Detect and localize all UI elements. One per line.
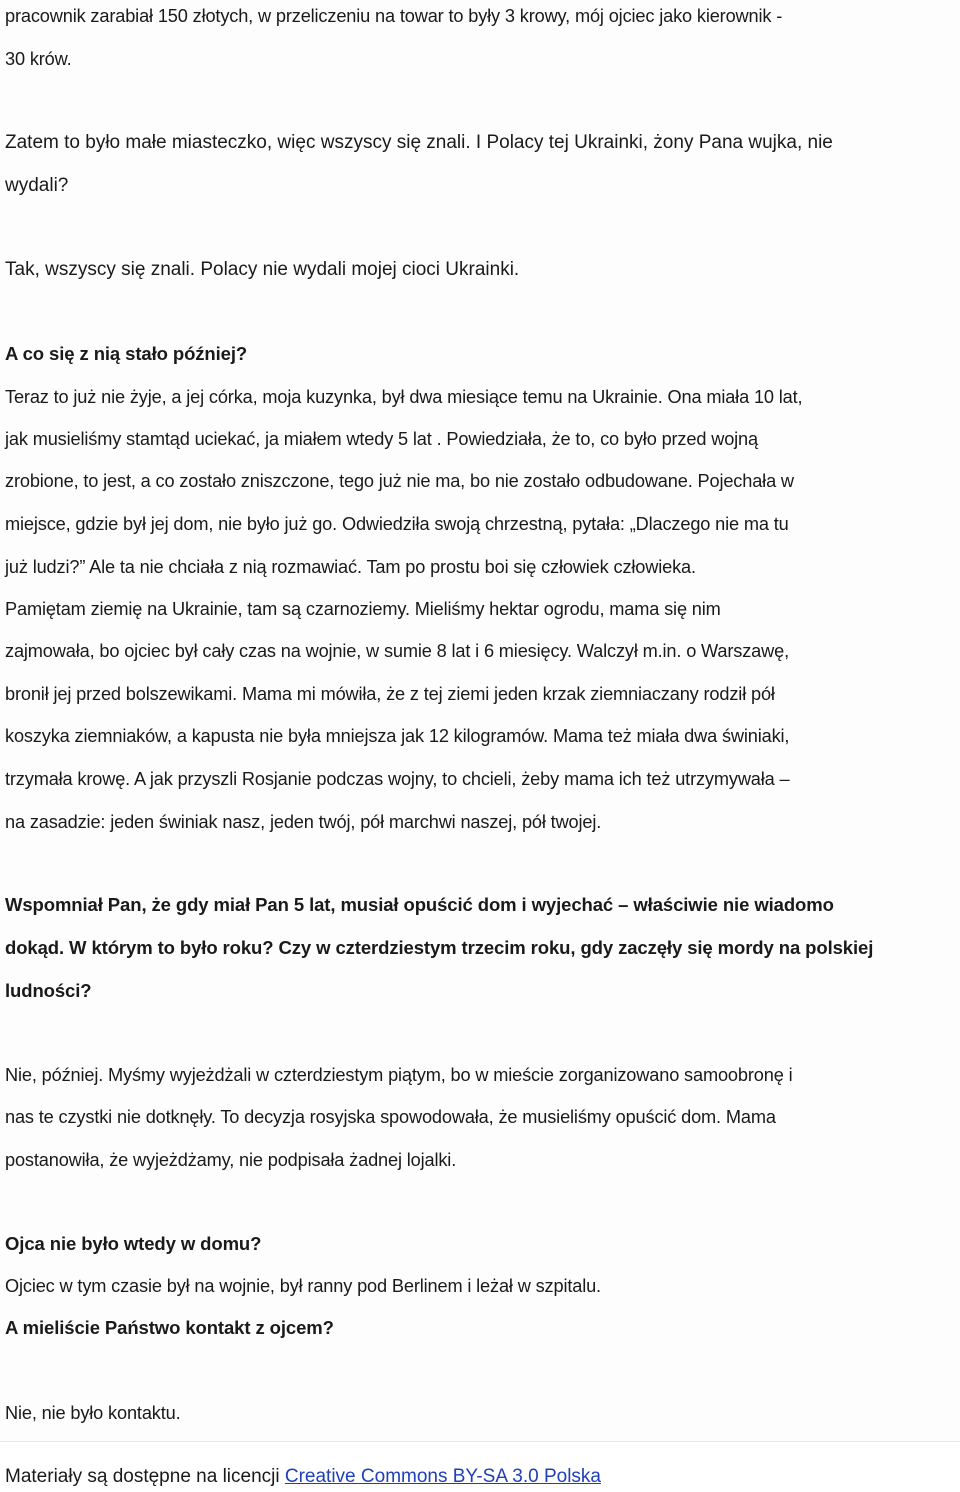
answer-line: jak musieliśmy stamtąd uciekać, ja miałem wtedy 5 lat . Powiedziała, że to, co było przed wojną bbox=[5, 429, 758, 449]
question-line: Wspomniał Pan, że gdy miał Pan 5 lat, musiał opuścić dom i wyjechać – właściwie nie wiadomo bbox=[5, 894, 834, 915]
answer-line: Nie, później. Myśmy wyjeżdżali w czterdziestym piątym, bo w mieście zorganizowano samoobronę i bbox=[5, 1065, 793, 1085]
question-line: Ojca nie było wtedy w domu? bbox=[5, 1233, 262, 1254]
text-line: 30 krów. bbox=[5, 49, 72, 69]
answer-line: postanowiła, że wyjeżdżamy, nie podpisała żadnej lojalki. bbox=[5, 1150, 457, 1170]
license-link[interactable]: Creative Commons BY-SA 3.0 Polska bbox=[284, 1466, 601, 1487]
page-divider bbox=[0, 1441, 960, 1442]
question-line: Zatem to było małe miasteczko, więc wszyscy się znali. I Polacy tej Ukrainki, żony Pana wujka, nie bbox=[5, 132, 833, 153]
answer-line: Teraz to już nie żyje, a jej córka, moja kuzynka, był dwa miesiące temu na Ukrainie. Ona miała 10 lat, bbox=[5, 387, 803, 407]
answer-line: Tak, wszyscy się znali. Polacy nie wydali mojej cioci Ukrainki. bbox=[5, 259, 520, 280]
answer-line: koszyka ziemniaków, a kapusta nie była mniejsza jak 12 kilogramów. Mama też miała dwa świniaki, bbox=[5, 726, 790, 746]
answer-line: zrobione, to jest, a co zostało zniszczone, tego już nie ma, bo nie zostało odbudowane. Pojechała w bbox=[5, 471, 794, 491]
answer-line: Ojciec w tym czasie był na wojnie, był ranny pod Berlinem i leżał w szpitalu. bbox=[5, 1276, 601, 1296]
answer-line: Pamiętam ziemię na Ukrainie, tam są czarnoziemy. Mieliśmy hektar ogrodu, mama się nim bbox=[5, 599, 721, 619]
question-line: wydali? bbox=[5, 175, 69, 196]
question-line: dokąd. W którym to było roku? Czy w czterdziestym trzecim roku, gdy zaczęły się mordy na polskiej bbox=[5, 937, 874, 958]
answer-line: bronił jej przed bolszewikami. Mama mi mówiła, że z tej ziemi jeden krzak ziemniaczany rodził pół bbox=[5, 684, 775, 704]
question-line: A co się z nią stało później? bbox=[5, 343, 248, 364]
question-line: ludności? bbox=[5, 980, 92, 1001]
answer-line: Nie, nie było kontaktu. bbox=[5, 1403, 181, 1423]
text-line: pracownik zarabiał 150 złotych, w przeliczeniu na towar to były 3 krowy, mój ojciec jako kierownik - bbox=[5, 6, 783, 26]
answer-line: nas te czystki nie dotknęły. To decyzja rosyjska spowodowała, że musieliśmy opuścić dom. Mama bbox=[5, 1107, 776, 1127]
license-footer bbox=[5, 1465, 601, 1489]
answer-line: już ludzi?” Ale ta nie chciała z nią rozmawiać. Tam po prostu boi się człowiek człowieka. bbox=[5, 557, 696, 577]
answer-line: zajmowała, bo ojciec był cały czas na wojnie, w sumie 8 lat i 6 miesięcy. Walczył m.in. o Warszawę, bbox=[5, 641, 789, 661]
license-text: Materiały są dostępne na licencji bbox=[5, 1466, 285, 1487]
answer-line: na zasadzie: jeden świniak nasz, jeden twój, pół marchwi naszej, pół twojej. bbox=[5, 812, 602, 832]
question-line: A mieliście Państwo kontakt z ojcem? bbox=[5, 1317, 334, 1338]
answer-line: miejsce, gdzie był jej dom, nie było już go. Odwiedziła swoją chrzestną, pytała: „Dlaczego nie ma tu bbox=[5, 514, 789, 534]
answer-line: trzymała krowę. A jak przyszli Rosjanie podczas wojny, to chcieli, żeby mama ich też utrzymywała – bbox=[5, 769, 790, 789]
